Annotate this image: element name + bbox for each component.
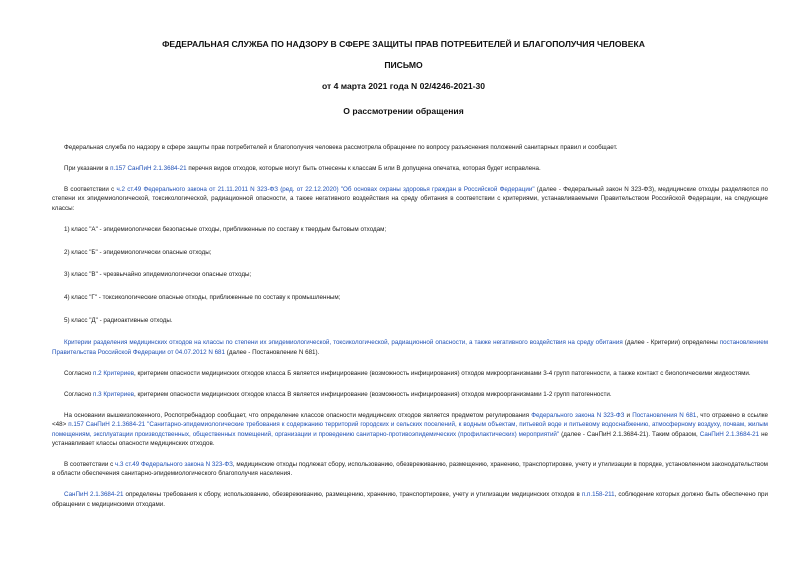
paragraph-text: Согласно [64, 390, 94, 398]
paragraph-text: При указании в [64, 165, 111, 172]
paragraph-text: (далее - Критерии) определены [622, 339, 720, 347]
federal-law-323-article49-part3-link[interactable]: ч.3 ст.49 Федерального закона N 323-ФЗ [115, 460, 233, 468]
paragraph-text: , что отражено в ссылке <48> [52, 411, 768, 429]
paragraph-text: Согласно [64, 369, 94, 377]
paragraph-6 [52, 390, 768, 399]
paragraph-text: перечня видов отходов, которые могут быть отнесены к классам Б или В допущена опечатка, которая будет исправлена. [186, 165, 541, 172]
paragraph-text: В соответствии с [64, 460, 116, 468]
list-item: 4) класс "Г" - токсикологические опасные отходы, приближенные по составу к промышленным; [64, 293, 341, 301]
paragraph-3 [52, 185, 768, 213]
criteria-p3-link[interactable]: п.3 Критериев [93, 390, 135, 398]
list-item: 5) класс "Д" - радиоактивные отходы. [64, 316, 173, 324]
paragraph-8 [52, 460, 768, 479]
document-date-number: от 4 марта 2021 года N 02/4246-2021-30 [321, 81, 486, 91]
paragraph-text: определены требования к сбору, использованию, обезвреживанию, размещению, хранению, транспортировке, учету и утилизации медицинских отходов в [123, 491, 582, 499]
paragraph-text: (далее - Федеральный закон N 323-ФЗ), медицинские отходы разделяются по степени их эпидемиологической, токсикологической, радиационной опасности, а также негативного воздействия на среду обитания в соответствии с критериями, устанавливаемыми Правительством Российской Федерации, на следующие классы: [52, 186, 768, 212]
paragraph-2 [52, 164, 768, 173]
paragraph-text: На основании вышеизложенного, Роспотребнадзор сообщает, что определение классов опасности медицинских отходов является предметом регулирования [64, 411, 532, 419]
sanpin-items-158-211-link[interactable]: п.п.158-211 [581, 491, 615, 499]
sanpin-link[interactable]: СанПиН 2.1.3684-21 [699, 430, 760, 438]
paragraph-7 [52, 411, 768, 449]
paragraph-text: и [624, 411, 633, 419]
federal-law-323-article49-link[interactable]: ч.2 ст.49 Федерального закона от 21.11.2011 N 323-ФЗ (ред. от 22.12.2020) "Об основах охраны здоровья граждан в Российской Федерации" [116, 186, 535, 193]
paragraph-9 [52, 490, 768, 509]
paragraph-1 [52, 143, 768, 152]
paragraph-text: , медицинские отходы подлежат сбору, использованию, обезвреживанию, размещению, хранению, транспортировке, учету и утилизации в порядке, установленном законодательством в области обеспечения санитарно-эпидемиологического благополучия населения. [52, 460, 768, 478]
criteria-p2-link[interactable]: п.2 Критериев [93, 369, 135, 377]
paragraph-5 [52, 369, 768, 378]
list-item: 1) класс "А" - эпидемиологически безопасные отходы, приближенные по составу к твердым бытовым отходам; [64, 225, 387, 233]
sanpin-full-title-link[interactable]: п.157 СанПиН 2.1.3684-21 "Санитарно-эпидемиологические требования к содержанию территорий городских и сельских поселений, к водным объектам, питьевой воде и питьевому водоснабжению, атмосферному воздуху, почвам, жилым помещениям, эксплуатации производственных, общественных помещений, организации и проведению санитарно-противоэпидемических (профилактических) мероприятий" [52, 421, 768, 438]
document-type: ПИСЬМО [384, 60, 423, 70]
resolution-681-short-link[interactable]: Постановления N 681 [632, 411, 697, 419]
agency-heading: ФЕДЕРАЛЬНАЯ СЛУЖБА ПО НАДЗОРУ В СФЕРЕ ЗАЩИТЫ ПРАВ ПОТРЕБИТЕЛЕЙ И БЛАГОПОЛУЧИЯ ЧЕЛОВЕКА [162, 39, 645, 49]
paragraph-text: Федеральная служба по надзору в сфере защиты прав потребителей и благополучия человека рассмотрела обращение по вопросу разъяснения положений санитарных правил и сообщает. [64, 144, 618, 151]
federal-law-323-link[interactable]: Федерального закона N 323-ФЗ [531, 411, 625, 419]
paragraph-text: (далее - СанПиН 2.1.3684-21). Таким образом, [559, 430, 700, 438]
paragraph-text: (далее - Постановление N 681). [225, 348, 320, 356]
paragraph-text: , критерием опасности медицинских отходов класса В является инфицирование (возможность инфицирования) отходов микроорганизмами 1-2 групп патогенности. [134, 390, 612, 398]
paragraph-text: , критерием опасности медицинских отходов класса Б является инфицирование (возможность инфицирования) отходов микроорганизмами 3-4 групп патогенности, а также контакт с биологическими жидкостями. [134, 369, 751, 377]
list-item: 2) класс "Б" - эпидемиологически опасные отходы; [64, 248, 212, 256]
paragraph-text: , соблюдение которых должно быть обеспечено при обращении с медицинскими отходами. [52, 491, 768, 508]
sanpin-link[interactable]: СанПиН 2.1.3684-21 [64, 491, 124, 499]
list-item: 3) класс "В" - чрезвычайно эпидемиологически опасные отходы; [64, 271, 252, 279]
paragraph-4 [52, 338, 768, 357]
paragraph-text: В соответствии с [64, 186, 117, 193]
document-body [52, 143, 768, 521]
paragraph-text: не устанавливает классы опасности медицинских отходов. [52, 430, 769, 447]
sanpin-p157-link[interactable]: п.157 СанПиН 2.1.3684-21 [110, 165, 187, 172]
document-subject: О рассмотрении обращения [343, 106, 464, 116]
criteria-link[interactable]: Критерии разделения медицинских отходов на классы по степени их эпидемиологической, токсикологической, радиационной опасности, а также негативного воздействия на среду обитания [64, 339, 623, 347]
resolution-681-link[interactable]: постановлением Правительства Российской Федерации от 04.07.2012 N 681 [52, 339, 768, 356]
